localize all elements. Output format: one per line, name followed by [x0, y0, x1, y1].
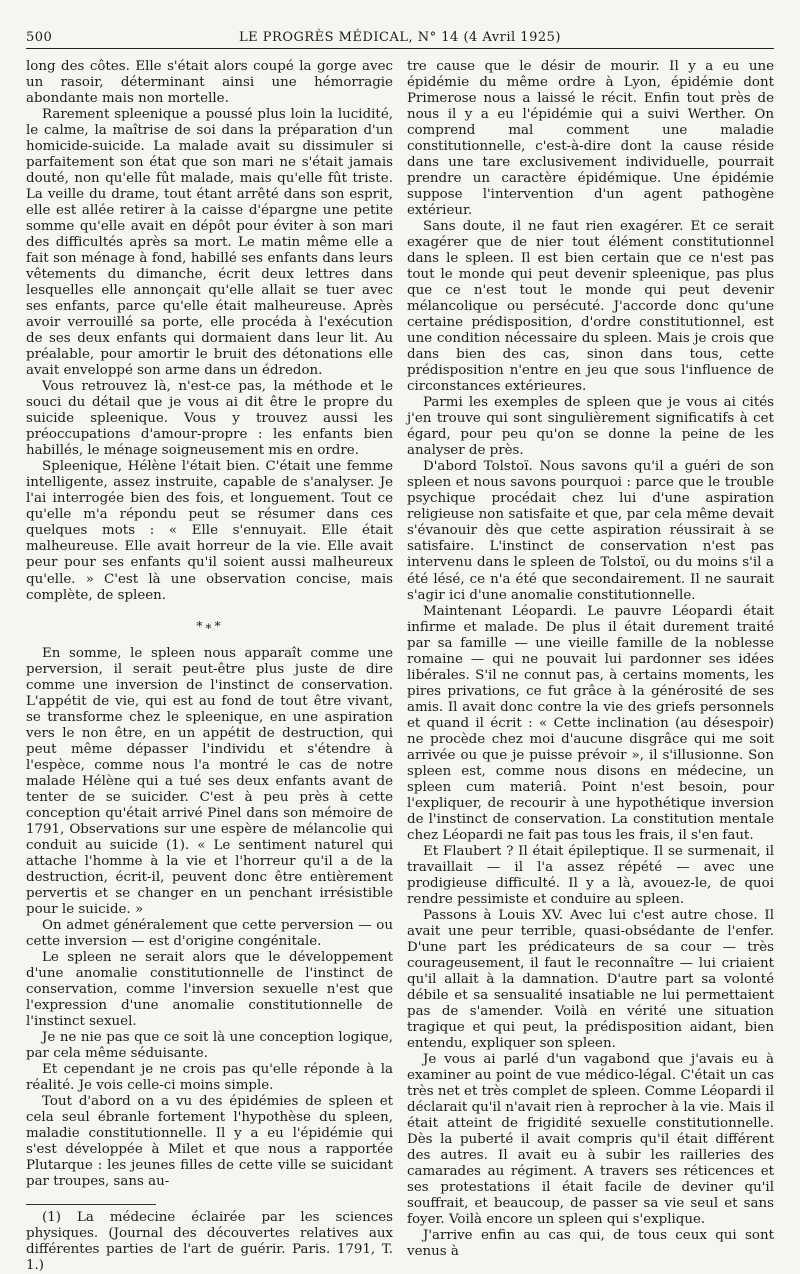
paragraph: Sans doute, il ne faut rien exagérer. Et ce serait exagérer que de nier tout élément constitutionnel dans le spleen. Il est bien certain que ce n'est pas tout le monde qui peut devenir spleenique, pas plus que ce n'est tout le monde qui peut devenir mélancolique ou persécuté. J'accorde donc qu'une certaine prédisposition, d'ordre constitutionnel, est une condition nécessaire du spleen. Mais je crois que dans bien des cas, sinon dans tous, cette prédisposition n'entre en jeu que sous l'influence de circonstances extérieures. [407, 219, 774, 395]
paragraph: D'abord Tolstoï. Nous savons qu'il a guéri de son spleen et nous savons pourquoi : parce que le trouble psychique procédait chez lui d'une aspiration religieuse non satisfaite et que, par cela même devait s'évanouir dès que cette aspiration réussirait à se satisfaire. L'instinct de conservation n'est pas intervenu dans le spleen de Tolstoï, ou du moins s'il a été lésé, ce n'a été que secondairement. Il ne saurait s'agir ici d'une anomalie constitutionnelle. [407, 459, 774, 603]
paragraph: Le spleen ne serait alors que le développement d'une anomalie constitutionnelle de l'instinct de conservation, comme l'inversion sexuelle n'est que l'expression d'une anomalie constitutionnelle de l'instinct sexuel. [26, 949, 393, 1029]
page-header [26, 30, 774, 49]
paragraph: Passons à Louis XV. Avec lui c'est autre chose. Il avait une peur terrible, quasi-obsédante de l'enfer. D'une part les prédicateurs de sa cour — très courageusement, il faut le reconnaître — lui criaient qu'il allait à la damnation. D'autre part sa volonté débile et sa sensualité insatiable ne lui permettaient pas de s'amender. Voilà en vérité une situation tragique et qui peut, la prédisposition aidant, bien entendu, expliquer son spleen. [407, 907, 774, 1051]
paragraph: long des côtes. Elle s'était alors coupé la gorge avec un rasoir, déterminant ainsi une hémorragie abondante mais non mortelle. [26, 59, 393, 107]
paragraph: J'arrive enfin au cas qui, de tous ceux qui sont venus à [407, 1228, 774, 1260]
two-column-body [26, 59, 774, 1274]
paragraph: Spleenique, Hélène l'était bien. C'était une femme intelligente, assez instruite, capable de s'analyser. Je l'ai interrogée bien des fois, et longuement. Tout ce qu'elle m'a répondu peut se résumer dans ces quelques mots : « Elle s'ennuyait. Elle était malheureuse. Elle avait horreur de la vie. Elle avait peur pour ses enfants qu'il soient aussi malheureux qu'elle. » C'est là une observation concise, mais complète, de spleen. [26, 459, 393, 603]
paragraph: Rarement spleenique a poussé plus loin la lucidité, le calme, la maîtrise de soi dans la préparation d'un homicide-suicide. La malade avait su dissimuler si parfaitement son état que son mari ne s'était jamais douté, non qu'elle fût malade, mais qu'elle fût triste. La veille du drame, tout étant arrêté dans son esprit, elle est allée retirer à la caisse d'épargne une petite somme qu'elle avait en dépôt pour éviter à son mari des difficultés après sa mort. Le matin même elle a fait son ménage à fond, habillé ses enfants dans leurs vêtements du dimanche, écrit deux lettres dans lesquelles elle annonçait qu'elle allait se tuer avec ses enfants, parce qu'elle était malheureuse. Après avoir verrouillé sa porte, elle procéda à l'exécution de ses deux enfants qui dormaient dans leur lit. Au préalable, pour amortir le bruit des détonations elle avait enveloppé son arme dans un édredon. [26, 107, 393, 379]
paragraph: Parmi les exemples de spleen que je vous ai cités j'en trouve qui sont singulièrement significatifs à cet égard, pour peu qu'on se donne la peine de les analyser de près. [407, 395, 774, 459]
paragraph: Je vous ai parlé d'un vagabond que j'avais eu à examiner au point de vue médico-légal. C'était un cas très net et très complet de spleen. Comme Léopardi il déclarait qu'il n'avait rien à reprocher à la vie. Mais il était atteint de frigidité sexuelle constitutionnelle. Dès la puberté il avait compris qu'il était différent des autres. Il avait eu à subir les railleries des camarades au régiment. A travers ses réticences et ses protestations il était facile de deviner qu'il souffrait, et beaucoup, de passer sa vie seul et sans foyer. Voilà encore un spleen qui s'explique. [407, 1051, 774, 1228]
paragraph: Et Flaubert ? Il était épileptique. Il se surmenait, il travaillait — il l'a assez répété — avec une prodigieuse difficulté. Il y a là, avouez-le, de quoi rendre pessimiste et conduire au spleen. [407, 843, 774, 907]
paragraph: Tout d'abord on a vu des épidémies de spleen et cela seul ébranle fortement l'hypothèse du spleen, maladie constitutionnelle. Il y a eu l'épidémie qui s'est développée à Milet et que nous a rapportée Plutarque : les jeunes filles de cette ville se suicidant par troupes, sans au- [26, 1093, 393, 1190]
paragraph: tre cause que le désir de mourir. Il y a eu une épidémie du même ordre à Lyon, épidémie dont Primerose nous a laissé le récit. Enfin tout près de nous il y a eu l'épidémie qui a suivi Werther. On comprend mal comment une maladie constitutionnelle, c'est-à-dire dont la cause réside dans une tare exclusivement individuelle, pourrait prendre un caractère épidémique. Une épidémie suppose l'intervention d'un agent pathogène extérieur. [407, 59, 774, 219]
right-column [407, 59, 774, 1274]
paragraph: Je ne nie pas que ce soit là une conception logique, par cela même séduisante. [26, 1029, 393, 1061]
paragraph: Maintenant Léopardi. Le pauvre Léopardi était infirme et malade. De plus il était durement traité par sa famille — une vieille famille de la noblesse romaine — qui ne pouvait lui pardonner ses idées libérales. S'il ne connut pas, à certains moments, les pires privations, ce fut grâce à la générosité de ses amis. Il avait donc contre la vie des griefs personnels et quand il écrit : « Cette inclination (au désespoir) ne procède chez moi d'aucune disgrâce qui me soit arrivée ou que je puisse prévoir », il s'illusionne. Son spleen est, comme nous disons en médecine, un spleen cum materiâ. Point n'est besoin, pour l'expliquer, de recourir à une hypothétique inversion de l'instinct de conservation. La constitution mentale chez Léopardi ne fait pas tous les frais, il s'en faut. [407, 603, 774, 843]
running-title: LE PROGRÈS MÉDICAL, N° 14 (4 Avril 1925) [239, 30, 561, 45]
paragraph: En somme, le spleen nous apparaît comme une perversion, il serait peut-être plus juste de dire comme une inversion de l'instinct de conservation. L'appétit de vie, qui est au fond de tout être vivant, se transforme chez le spleenique, en une aspiration vers le non être, en un appétit de destruction, qui peut même dépasser l'individu et s'étendre à l'espèce, comme nous l'a montré le cas de notre malade Hélène qui a tué ses deux enfants avant de tenter de se suicider. C'est à peu près à cette conception qu'était arrivé Pinel dans son mémoire de 1791, Observations sur une espère de mélancolie qui conduit au suicide (1). « Le sentiment naturel qui attache l'homme à la vie et l'horreur qu'il a de la destruction, écrit-il, peuvent donc être entièrement pervertis et se changer en un penchant irrésistible pour le suicide. » [26, 645, 393, 917]
section-separator: *∗* [196, 618, 223, 633]
paragraph: On admet généralement que cette perversion — ou cette inversion — est d'origine congénitale. [26, 917, 393, 949]
footnote-divider [26, 1204, 156, 1205]
page-number: 500 [26, 30, 53, 45]
paragraph: Et cependant je ne crois pas qu'elle réponde à la réalité. Je vois celle-ci moins simple. [26, 1061, 393, 1093]
footnote: (1) La médecine éclairée par les sciences physiques. (Journal des découvertes relatives aux différentes parties de l'art de guérir. Paris. 1791, T. 1.) [26, 1210, 393, 1274]
left-column [26, 59, 393, 1274]
paragraph: Vous retrouvez là, n'est-ce pas, la méthode et le souci du détail que je vous ai dit être le propre du suicide spleenique. Vous y trouvez aussi les préoccupations d'amour-propre : les enfants bien habillés, le ménage soigneusement mis en ordre. [26, 379, 393, 459]
